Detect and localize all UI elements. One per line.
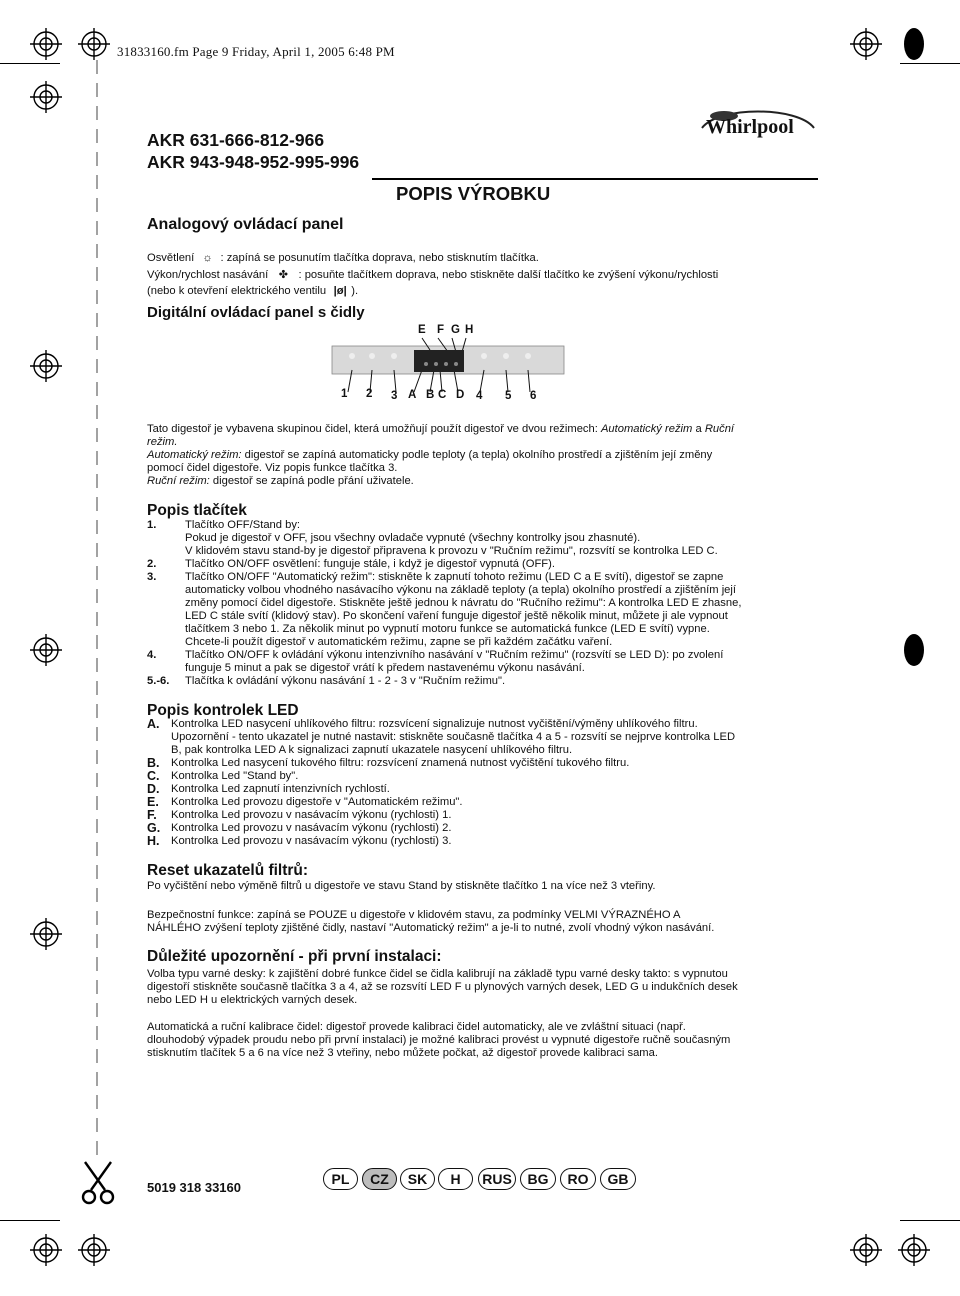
button-item-line: Tlačítko ON/OFF osvětlení: funguje stále, i když je digestoř vypnutá (OFF). (185, 558, 555, 570)
led-item-line: B, pak kontrolka LED A k signalizaci zapnutí ukazatele nasycení uhlíkového filtru. (171, 744, 573, 756)
intro-auto: Automatický režim (600, 423, 693, 435)
language-badge-h[interactable]: H (438, 1168, 473, 1190)
intro-line-2 (147, 436, 177, 449)
led-item-letter: A. (147, 717, 160, 731)
fan-text: : posuňte tlačítkem doprava, nebo stiskněte další tlačítko ke zvýšení výkonu/rychlosti (298, 269, 719, 281)
leds-title: Popis kontrolek LED (147, 702, 299, 719)
safety-line-1: Bezpečnostní funkce: zapíná se POUZE u digestoře v klidovém stavu, za podmínky VELMI VÝRAZNÉHO A (147, 909, 681, 921)
led-item-line: Kontrolka Led provozu v nasávacím výkonu (rychlosti) 1. (171, 809, 452, 821)
button-item-line: Pokud je digestoř v OFF, jsou všechny ovladače vypnuté (všechny kontrolky jsou zhasnuté). (185, 532, 641, 544)
button-item-line: Tlačítko ON/OFF "Automatický režim": stiskněte k zapnutí tohoto režimu (LED C a E svítí), digestoř se zapne (185, 571, 724, 583)
button-item-number: 1. (147, 519, 157, 531)
button-item-line: Chcete-li použít digestoř v automatickém režimu, zapne se při každém začátku vaření. (185, 636, 613, 648)
auto-text: digestoř se zapíná automaticky podle teploty (a tepla) okolního prostředí a zjištěním její změny (244, 449, 713, 461)
panel-label-g: G (451, 324, 460, 336)
language-badge-cz[interactable]: CZ (362, 1168, 397, 1190)
panel-label-c: C (438, 389, 447, 401)
button-item-line: Tlačítko OFF/Stand by: (185, 519, 301, 531)
button-item-line: změny pomocí čidel digestoře. Stiskněte ještě jednou k návratu do "Ručního režimu": A kontrolka LED E zhasne, (185, 597, 742, 609)
subtitle: Analogový ovládací panel (147, 216, 344, 233)
button-item-number: 2. (147, 558, 157, 570)
fan-line (147, 269, 718, 282)
panel-label-3: 3 (391, 390, 398, 402)
panel-label-e: E (418, 324, 426, 336)
light-text: : zapíná se posunutím tlačítka doprava, nebo stisknutím tlačítka. (220, 252, 539, 264)
panel-label-f: F (437, 324, 445, 336)
manual-text: digestoř se zapíná podle přání uživatele. (212, 475, 414, 487)
hob-line-2: digestoří stiskněte současně tlačítka 3 a 4, až se rozsvítí LED F u plynových varných desek, LED G u indukčních desek (147, 981, 738, 993)
panel-label-b: B (426, 389, 435, 401)
intro-manual: Ruční (704, 423, 735, 435)
fan-icon: ✤ (278, 269, 289, 281)
led-item-line: Kontrolka Led provozu digestoře v "Automatickém režimu". (171, 796, 463, 808)
intro-mode: režim. (147, 436, 178, 448)
intro-line-1 (147, 423, 734, 436)
button-item-line: automaticky volbou vhodného nasávacího výkonu na základě teploty (a tepla) okolního prostředí a zjištěním její (185, 584, 736, 596)
led-item-line: Upozornění - tento ukazatel je nutné nastavit: stiskněte současně tlačítka 4 a 5 - rozsvítí se nejprve kontrolka LED (171, 731, 736, 743)
button-item-line: V klidovém stavu stand-by je digestoř připravena k provozu v "Ručním režimu", rozsvítí se kontrolka LED C. (185, 545, 718, 557)
led-item-line: Kontrolka Led zapnutí intenzivních rychlostí. (171, 783, 390, 795)
header-rule (372, 178, 818, 180)
panel-label-5: 5 (505, 390, 512, 402)
auto-line (147, 449, 712, 462)
model-line-2: AKR 943-948-952-995-996 (147, 152, 360, 172)
light-label: Osvětlení (147, 252, 195, 264)
calibration-line-3: stisknutím tlačítek 5 a 6 na více než 3 vteřiny, nebo můžete počkat, až digestoř provede kalibraci sama. (147, 1047, 658, 1059)
hob-line-1: Volba typu varné desky: k zajištění dobré funkce čidel se čidla kalibrují na základě typu varné desky takto: s vypnutou (147, 968, 728, 980)
safety-line-2: NÁHLÉHO zvýšení teploty zjištěné čidly, nastaví "Automatický režim" a je-li to nutné, zvolí vhodný výkon nasávání. (147, 922, 715, 934)
important-title: Důležité upozornění - při první instalaci: (147, 948, 442, 965)
fan-line-2 (147, 285, 358, 298)
language-badge-bg[interactable]: BG (520, 1168, 556, 1190)
language-badge-rus[interactable]: RUS (478, 1168, 516, 1190)
language-badge-sk[interactable]: SK (400, 1168, 435, 1190)
hob-line-3: nebo LED H u elektrických varných desek. (147, 994, 358, 1006)
button-item-line: funguje 5 minut a pak se digestoř vrátí k předem nastavenému výkonu nasávání. (185, 662, 585, 674)
page-title: POPIS VÝROBKU (396, 183, 551, 204)
panel-label-4: 4 (476, 390, 483, 402)
auto-label: Automatický režim: (147, 449, 242, 461)
valve-icon: |ø| (333, 285, 347, 297)
brand-logo (698, 104, 818, 152)
panel-label-h: H (465, 324, 474, 336)
led-item-line: Kontrolka Led provozu v nasávacím výkonu (rychlosti) 3. (171, 835, 452, 847)
led-item-line: Kontrolka Led "Stand by". (171, 770, 299, 782)
panel-label-2: 2 (366, 388, 373, 400)
button-item-number: 5.-6. (147, 675, 170, 687)
led-item-letter: D. (147, 782, 160, 796)
button-item-line: Tlačítka k ovládání výkonu nasávání 1 - 2 - 3 v "Ručním režimu". (185, 675, 506, 687)
led-item-line: Kontrolka Led nasycení tukového filtru: rozsvícení znamená nutnost vyčištění tukového filtru. (171, 757, 630, 769)
control-panel-diagram (330, 336, 570, 394)
reset-title: Reset ukazatelů filtrů: (147, 862, 309, 879)
product-code: 5019 318 33160 (147, 1180, 241, 1195)
panel-label-d: D (456, 389, 465, 401)
led-item-letter: C. (147, 769, 160, 783)
led-item-line: Kontrolka LED nasycení uhlíkového filtru: rozsvícení signalizuje nutnost vyčištění/výměny uhlíkového filtru. (171, 718, 698, 730)
model-line-1: AKR 631-666-812-966 (147, 130, 325, 150)
calibration-line-1: Automatická a ruční kalibrace čidel: digestoř provede kalibraci čidel automaticky, ale ve zvláštní situaci (např. (147, 1021, 686, 1033)
button-item-line: Tlačítko ON/OFF k ovládání výkonu intenzivního nasávání v "Ručním režimu" (rozsvítí se LED D): po zvolení (185, 649, 724, 661)
buttons-title: Popis tlačítek (147, 502, 247, 519)
led-item-line: Kontrolka Led provozu v nasávacím výkonu (rychlosti) 2. (171, 822, 452, 834)
language-badge-pl[interactable]: PL (323, 1168, 358, 1190)
reset-text: Po vyčištění nebo výměně filtrů u digestoře ve stavu Stand by stiskněte tlačítko 1 na více než 3 vteřiny. (147, 880, 656, 892)
panel-label-1: 1 (341, 388, 348, 400)
intro-and: a (695, 423, 702, 435)
panel-label-6: 6 (530, 390, 537, 402)
digital-title: Digitální ovládací panel s čidly (147, 304, 365, 321)
bulb-icon: ☼ (202, 252, 213, 264)
brand-name: Whirlpool (706, 116, 794, 138)
fan-text-2-end: ). (351, 285, 359, 297)
manual-label: Ruční režim: (147, 475, 210, 487)
calibration-line-2: dlouhodobý výpadek proudu nebo při první instalaci) je možné kalibraci provést u vypnuté digestoře ručně současným (147, 1034, 731, 1046)
language-badge-ro[interactable]: RO (560, 1168, 596, 1190)
panel-label-a: A (408, 389, 417, 401)
led-item-letter: G. (147, 821, 161, 835)
fan-text-2: (nebo k otevření elektrického ventilu (147, 285, 327, 297)
led-item-letter: F. (147, 808, 157, 822)
button-item-number: 4. (147, 649, 157, 661)
auto-line-2: pomocí čidel digestoře. Viz popis funkce tlačítka 3. (147, 462, 398, 474)
led-item-letter: E. (147, 795, 159, 809)
button-item-number: 3. (147, 571, 157, 583)
fan-label: Výkon/rychlost nasávání (147, 269, 269, 281)
led-item-letter: B. (147, 756, 160, 770)
light-line (147, 252, 539, 265)
button-item-line: LED C stále svítí (klidový stav). Po skončení vaření funguje digestoř ještě několik minut, můžete ji ale vypnout (185, 610, 728, 622)
language-badge-gb[interactable]: GB (600, 1168, 636, 1190)
scissors-icon (80, 1160, 116, 1206)
led-item-letter: H. (147, 834, 160, 848)
manual-line (147, 475, 414, 488)
intro-text: Tato digestoř je vybavena skupinou čidel, která umožňují použít digestoř ve dvou režimech: (147, 423, 598, 435)
file-meta: 31833160.fm Page 9 Friday, April 1, 2005 6:48 PM (117, 44, 395, 59)
button-item-line: tlačítkem 3 nebo 1. Za několik minut po vypnutí motoru funkce se automatická funkce (LED E svítí) vypne. (185, 623, 710, 635)
